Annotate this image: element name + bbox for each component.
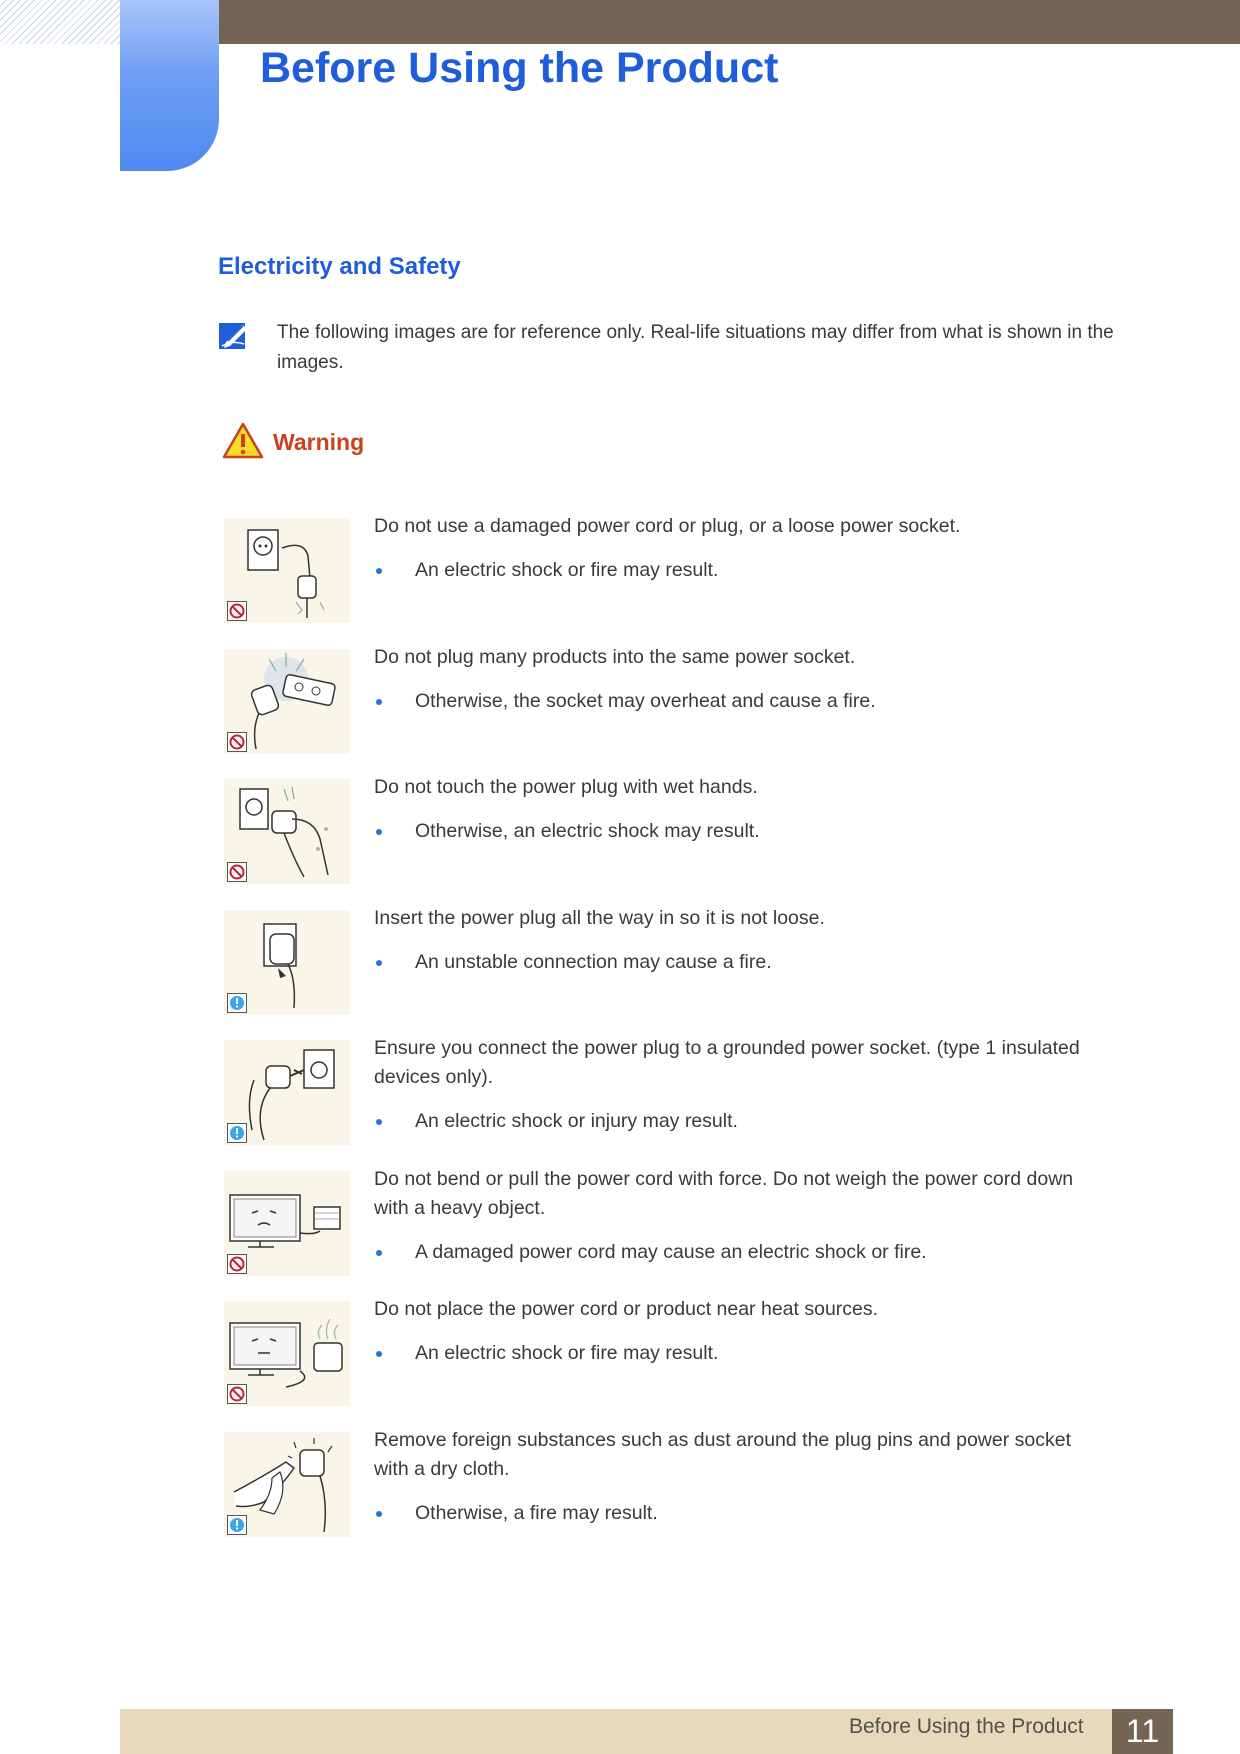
prohibited-icon <box>227 732 247 752</box>
safety-item <box>224 1298 1104 1411</box>
safety-item <box>224 646 1104 759</box>
consequence-bullet <box>374 816 1104 846</box>
consequence-text: An unstable connection may cause a fire. <box>415 951 772 973</box>
safety-illustration <box>224 518 350 623</box>
consequence-text: An electric shock or fire may result. <box>415 559 719 581</box>
bullet-icon <box>376 1119 382 1125</box>
safety-item <box>224 515 1104 628</box>
page-number: 11 <box>1125 1713 1160 1749</box>
safety-illustration <box>224 910 350 1015</box>
consequence-bullet <box>374 1498 1104 1528</box>
consequence-bullet <box>374 555 1104 585</box>
header-hatch-pattern <box>0 0 120 44</box>
note-icon <box>218 320 250 352</box>
safety-item <box>224 1037 1104 1150</box>
safety-instruction: Insert the power plug all the way in so it is not loose. <box>374 907 825 929</box>
safety-instruction: Do not bend or pull the power cord with force. Do not weigh the power cord down with a heavy object. <box>374 1168 1074 1219</box>
bullet-icon <box>376 829 382 835</box>
consequence-text: An electric shock or fire may result. <box>415 1342 719 1364</box>
consequence-bullet <box>374 947 1104 977</box>
chapter-tab <box>120 0 219 171</box>
bullet-icon <box>376 1250 382 1256</box>
consequence-text: Otherwise, a fire may result. <box>415 1502 658 1524</box>
consequence-text: Otherwise, an electric shock may result. <box>415 820 760 842</box>
mandatory-icon <box>227 1515 247 1535</box>
safety-illustration <box>224 779 350 884</box>
safety-instruction: Do not touch the power plug with wet hands. <box>374 776 758 798</box>
safety-instruction: Remove foreign substances such as dust around the plug pins and power socket with a dry cloth. <box>374 1429 1072 1480</box>
safety-item <box>224 776 1104 889</box>
safety-illustration <box>224 1301 350 1406</box>
page-title: Before Using the Product <box>260 44 779 92</box>
safety-illustration <box>224 649 350 754</box>
safety-illustration <box>224 1040 350 1145</box>
bullet-icon <box>376 699 382 705</box>
safety-item <box>224 907 1104 1020</box>
safety-instruction: Do not use a damaged power cord or plug, or a loose power socket. <box>374 515 961 537</box>
warning-icon <box>222 422 264 459</box>
safety-instruction: Do not plug many products into the same power socket. <box>374 646 856 668</box>
safety-illustration <box>224 1171 350 1276</box>
consequence-bullet <box>374 1338 1104 1368</box>
bullet-icon <box>376 568 382 574</box>
header-bar <box>219 0 1240 44</box>
consequence-text: Otherwise, the socket may overheat and cause a fire. <box>415 690 876 712</box>
bullet-icon <box>376 1351 382 1357</box>
consequence-bullet <box>374 1106 1104 1136</box>
consequence-text: A damaged power cord may cause an electric shock or fire. <box>415 1241 927 1263</box>
consequence-bullet <box>374 686 1104 716</box>
safety-item <box>224 1429 1104 1542</box>
bullet-icon <box>376 960 382 966</box>
safety-instruction: Do not place the power cord or product near heat sources. <box>374 1298 879 1320</box>
safety-illustration <box>224 1432 350 1537</box>
mandatory-icon <box>227 1123 247 1143</box>
safety-instruction: Ensure you connect the power plug to a grounded power socket. (type 1 insulated devices only). <box>374 1037 1080 1088</box>
note-text: The following images are for reference only. Real-life situations may differ from what is shown in the images. <box>277 322 1114 373</box>
warning-label: Warning <box>273 429 365 455</box>
section-title: Electricity and Safety <box>218 253 461 280</box>
prohibited-icon <box>227 1254 247 1274</box>
mandatory-icon <box>227 993 247 1013</box>
footer-chapter-label: Before Using the Product <box>849 1715 1084 1738</box>
prohibited-icon <box>227 601 247 621</box>
consequence-text: An electric shock or injury may result. <box>415 1110 738 1132</box>
prohibited-icon <box>227 1384 247 1404</box>
consequence-bullet <box>374 1237 1104 1267</box>
page-number-box <box>1112 1709 1173 1754</box>
bullet-icon <box>376 1511 382 1517</box>
prohibited-icon <box>227 862 247 882</box>
safety-item <box>224 1168 1104 1281</box>
